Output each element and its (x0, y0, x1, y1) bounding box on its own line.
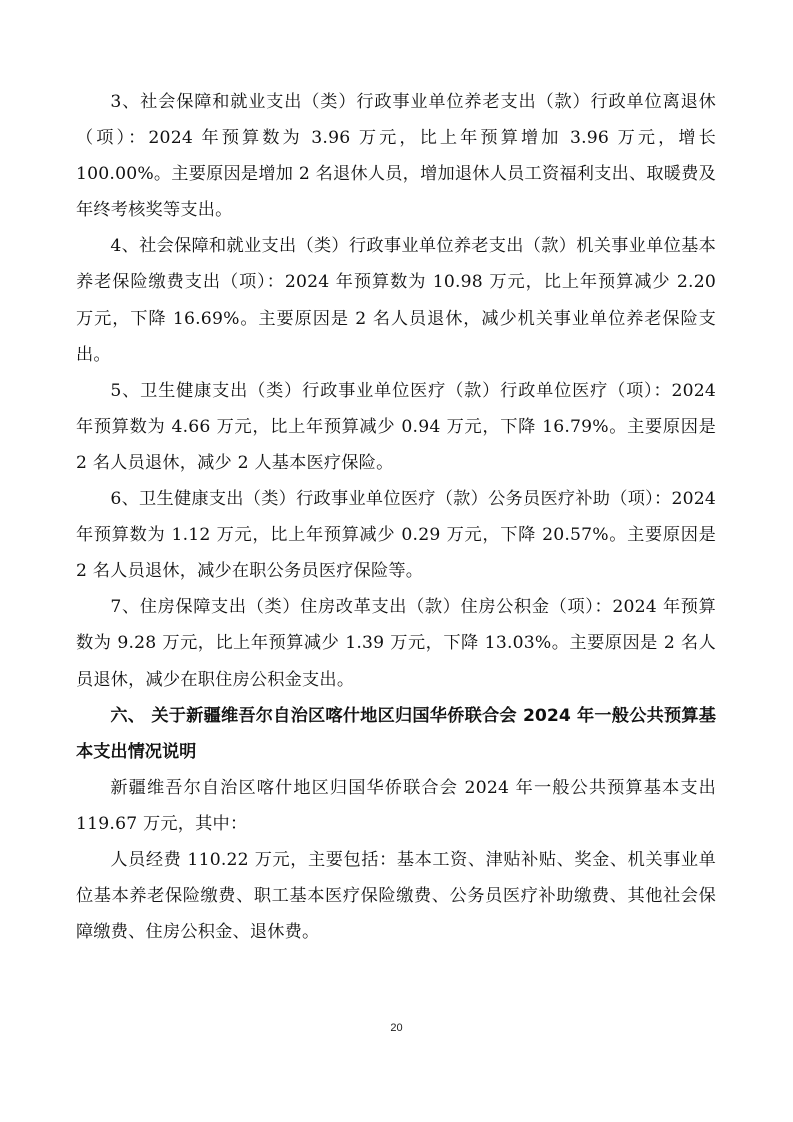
section-heading: 六、 关于新疆维吾尔自治区喀什地区归国华侨联合会 2024 年一般公共预算基本支出情况说明 (76, 705, 716, 762)
personnel-expense-paragraph: 人员经费 110.22 万元，主要包括：基本工资、津贴补贴、奖金、机关事业单位基本养老保险缴费、职工基本医疗保险缴费、公务员医疗补助缴费、其他社会保障缴费、住房公积金、退休费。 (76, 849, 716, 943)
paragraph-item-4: 4、社会保障和就业支出（类）行政事业单位养老支出（款）机关事业单位基本养老保险缴费支出（项）：2024 年预算数为 10.98 万元，比上年预算减少 2.20 万元，下降 16.69%。主要原因是 2 名人员退休，减少机关事业单位养老保险支出。 (76, 236, 716, 365)
page-number: 20 (390, 1022, 403, 1034)
section-summary-paragraph: 新疆维吾尔自治区喀什地区归国华侨联合会 2024 年一般公共预算基本支出 119.67 万元，其中： (76, 777, 716, 834)
paragraph-item-5: 5、卫生健康支出（类）行政事业单位医疗（款）行政单位医疗（项）：2024 年预算数为 4.66 万元，比上年预算减少 0.94 万元，下降 16.79%。主要原因是 2 名人员退休，减少 2 人基本医疗保险。 (76, 380, 716, 473)
document-body (76, 84, 716, 950)
paragraph-item-3: 3、社会保障和就业支出（类）行政事业单位养老支出（款）行政单位离退休（项）：2024 年预算数为 3.96 万元，比上年预算增加 3.96 万元，增长 100.00%。主要原因是增加 2 名退休人员，增加退休人员工资福利支出、取暖费及年终考核奖等支出。 (76, 92, 716, 221)
paragraph-item-6: 6、卫生健康支出（类）行政事业单位医疗（款）公务员医疗补助（项）：2024 年预算数为 1.12 万元，比上年预算减少 0.29 万元，下降 20.57%。主要原因是 2 名人员退休，减少在职公务员医疗保险等。 (76, 489, 716, 582)
paragraph-item-7: 7、住房保障支出（类）住房改革支出（款）住房公积金（项）：2024 年预算数为 9.28 万元，比上年预算减少 1.39 万元，下降 13.03%。主要原因是 2 名人员退休，减少在职住房公积金支出。 (76, 597, 716, 690)
